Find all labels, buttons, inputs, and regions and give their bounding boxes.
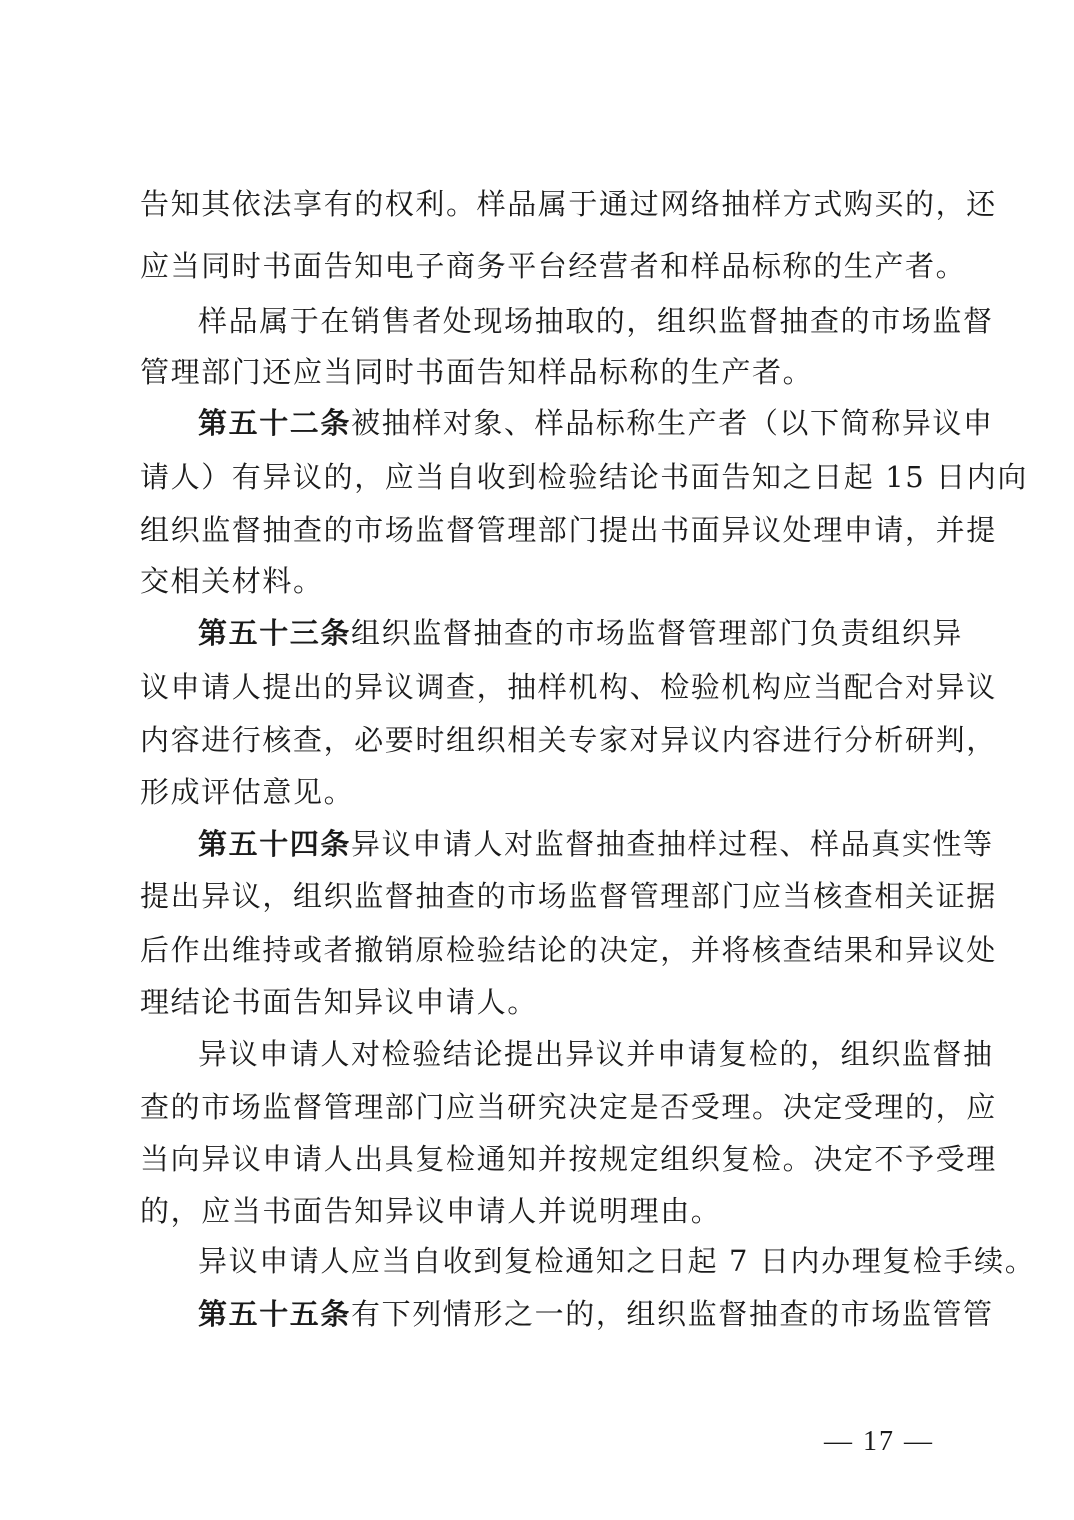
text-line: 异议申请人对检验结论提出异议并申请复检的，组织监督抽 <box>198 1037 994 1071</box>
text-line: 应当同时书面告知电子商务平台经营者和样品标称的生产者。 <box>140 249 967 283</box>
article-52-line <box>198 405 994 441</box>
text-line: 交相关材料。 <box>140 564 324 598</box>
text-line: 异议申请人应当自收到复检通知之日起 7 日内办理复检手续。 <box>198 1244 1036 1278</box>
text-line: 议申请人提出的异议调查，抽样机构、检验机构应当配合对异议 <box>140 670 997 704</box>
text-line: 有下列情形之一的，组织监督抽查的市场监管管 <box>351 1297 994 1331</box>
text-line: 查的市场监督管理部门应当研究决定是否受理。决定受理的，应 <box>140 1090 997 1124</box>
text-line: 的，应当书面告知异议申请人并说明理由。 <box>140 1194 722 1228</box>
text-line: 提出异议，组织监督抽查的市场监督管理部门应当核查相关证据 <box>140 879 997 913</box>
page-number: — 17 — <box>824 1426 934 1457</box>
text-line: 形成评估意见。 <box>140 775 355 809</box>
article-54-heading: 第五十四条 <box>198 827 352 861</box>
text-line: 后作出维持或者撤销原检验结论的决定，并将核查结果和异议处 <box>140 933 997 967</box>
article-53-heading: 第五十三条 <box>198 616 352 650</box>
text-line: 组织监督抽查的市场监督管理部门提出书面异议处理申请，并提 <box>140 513 997 547</box>
text-line: 内容进行核查，必要时组织相关专家对异议内容进行分析研判， <box>140 723 997 757</box>
text-line: 当向异议申请人出具复检通知并按规定组织复检。决定不予受理 <box>140 1142 997 1176</box>
text-line: 管理部门还应当同时书面告知样品标称的生产者。 <box>140 355 814 389</box>
article-54-line <box>198 826 994 862</box>
text-line: 组织监督抽查的市场监督管理部门负责组织异 <box>351 616 964 650</box>
article-52-heading: 第五十二条 <box>198 406 352 440</box>
text-line: 告知其依法享有的权利。样品属于通过网络抽样方式购买的，还 <box>140 187 997 221</box>
text-line: 理结论书面告知异议申请人。 <box>140 985 538 1019</box>
text-line: 样品属于在销售者处现场抽取的，组织监督抽查的市场监督 <box>198 304 994 338</box>
article-53-line <box>198 615 964 651</box>
article-55-heading: 第五十五条 <box>198 1297 352 1331</box>
text-line: 请人）有异议的，应当自收到检验结论书面告知之日起 15 日内向 <box>140 460 1028 494</box>
text-line: 被抽样对象、样品标称生产者（以下简称异议申 <box>351 406 994 440</box>
article-55-line <box>198 1296 994 1332</box>
text-line: 异议申请人对监督抽查抽样过程、样品真实性等 <box>351 827 994 861</box>
